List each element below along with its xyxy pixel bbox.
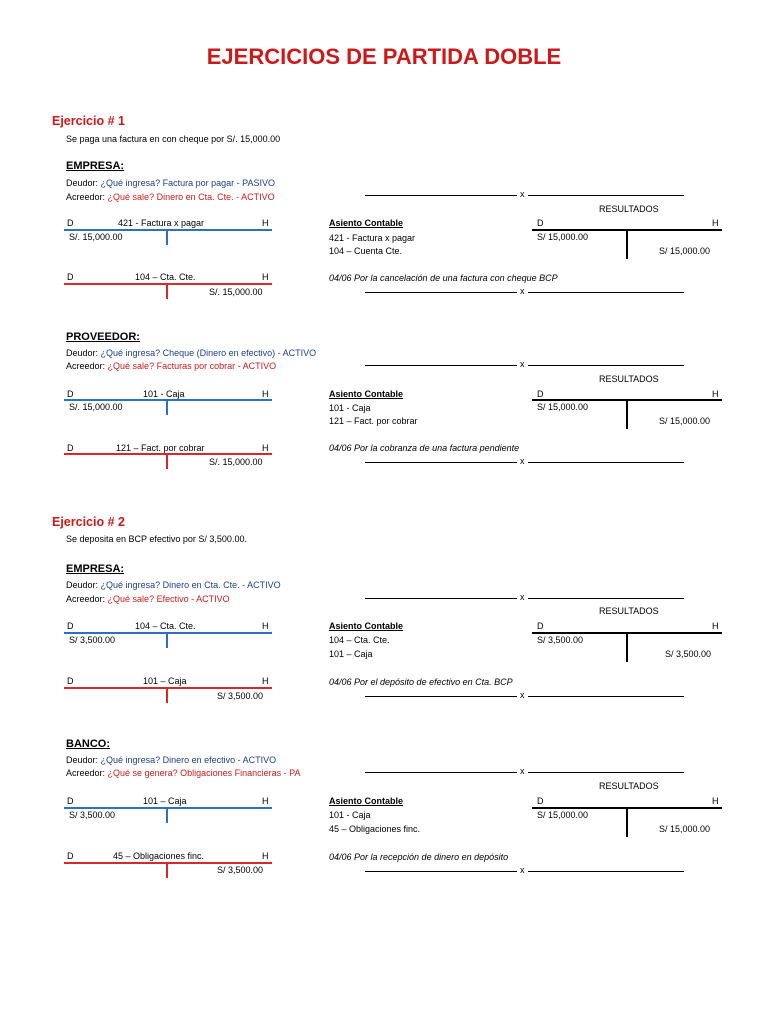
results-debit-label: D	[537, 796, 544, 806]
asiento-line: 104 – Cta. Cte.	[329, 635, 390, 645]
deudor-text: ¿Qué ingresa? Dinero en Cta. Cte. - ACTIVO	[100, 580, 281, 590]
section-heading: BANCO:	[66, 738, 110, 750]
t-account-divider	[166, 634, 168, 648]
t-account-title: 104 – Cta. Cte.	[135, 621, 196, 631]
exercise-heading: Ejercicio # 1	[52, 114, 125, 128]
acreedor-line	[66, 361, 276, 371]
t-account-divider	[166, 455, 168, 469]
acreedor-text: ¿Qué se genera? Obligaciones Financieras - PA	[107, 768, 301, 778]
asiento-note: 04/06 Por la recepción de dinero en depósito	[329, 852, 509, 862]
acreedor-label: Acreedor:	[66, 361, 106, 371]
resultados-heading: RESULTADOS	[599, 781, 659, 791]
results-debit-value: S/ 3,500.00	[537, 635, 584, 645]
t-account-bar	[64, 862, 272, 864]
results-debit-label: D	[537, 218, 544, 228]
asiento-line: 101 - Caja	[329, 403, 371, 413]
t-account-title: 45 – Obligaciones finc.	[113, 851, 205, 861]
t-account-title: 104 – Cta. Cte.	[135, 272, 196, 282]
results-credit-label: H	[712, 796, 719, 806]
t-account-bar	[64, 807, 272, 809]
t-account-credit-label: H	[262, 218, 269, 228]
t-account-title: 101 – Caja	[143, 676, 187, 686]
signature-line	[365, 365, 517, 366]
results-credit-label: H	[712, 218, 719, 228]
x-mark: x	[520, 359, 525, 369]
exercise-heading: Ejercicio # 2	[52, 515, 125, 529]
deudor-line	[66, 348, 316, 358]
results-divider	[626, 634, 628, 662]
t-account-bar	[64, 229, 272, 231]
t-account-divider	[166, 689, 168, 703]
deudor-label: Deudor:	[66, 580, 99, 590]
results-divider	[626, 401, 628, 429]
t-account-debit-label: D	[67, 218, 74, 228]
deudor-label: Deudor:	[66, 348, 99, 358]
asiento-note: 04/06 Por la cobranza de una factura pendiente	[329, 443, 520, 453]
signature-line	[365, 871, 517, 872]
results-debit-value: S/ 15,000.00	[537, 402, 589, 412]
t-account-divider	[166, 864, 168, 878]
acreedor-text: ¿Qué sale? Efectivo - ACTIVO	[107, 594, 230, 604]
exercise-description: Se deposita en BCP efectivo por S/ 3,500.00.	[66, 534, 247, 544]
t-account-credit-label: H	[262, 676, 269, 686]
x-mark: x	[520, 690, 525, 700]
t-account-bar	[64, 283, 272, 285]
t-account-debit-label: D	[67, 443, 74, 453]
t-account-bar	[64, 632, 272, 634]
acreedor-text: ¿Qué sale? Facturas por cobrar - ACTIVO	[107, 361, 277, 371]
t-account-debit-label: D	[67, 796, 74, 806]
signature-line	[528, 772, 684, 773]
asiento-line: 121 – Fact. por cobrar	[329, 416, 418, 426]
t-account-value: S/ 3,500.00	[217, 865, 264, 875]
deudor-text: ¿Qué ingresa? Cheque (Dinero en efectivo) - ACTIVO	[100, 348, 317, 358]
t-account-title: 101 - Caja	[143, 389, 185, 399]
exercise-description: Se paga una factura en con cheque por S/. 15,000.00	[66, 134, 281, 144]
asiento-heading: Asiento Contable	[329, 389, 404, 399]
signature-line	[528, 598, 684, 599]
results-debit-value: S/ 15,000.00	[537, 232, 589, 242]
resultados-heading: RESULTADOS	[599, 204, 659, 214]
asiento-line: 101 - Caja	[329, 810, 371, 820]
t-account-divider	[166, 401, 168, 415]
results-credit-label: H	[712, 621, 719, 631]
t-account-title: 121 – Fact. por cobrar	[116, 443, 205, 453]
results-debit-label: D	[537, 389, 544, 399]
t-account-debit-label: D	[67, 676, 74, 686]
resultados-heading: RESULTADOS	[599, 606, 659, 616]
t-account-debit-label: D	[67, 851, 74, 861]
signature-line	[365, 696, 517, 697]
acreedor-line	[66, 594, 230, 604]
asiento-note: 04/06 Por la cancelación de una factura con cheque BCP	[329, 273, 558, 283]
asiento-line: 101 – Caja	[329, 649, 373, 659]
t-account-credit-label: H	[262, 272, 269, 282]
t-account-credit-label: H	[262, 851, 269, 861]
t-account-divider	[166, 285, 168, 299]
results-credit-value: S/ 15,000.00	[659, 416, 711, 426]
results-credit-value: S/ 15,000.00	[659, 246, 711, 256]
section-heading: PROVEEDOR:	[66, 331, 140, 343]
t-account-debit-label: D	[67, 389, 74, 399]
x-mark: x	[520, 865, 525, 875]
t-account-debit-label: D	[67, 272, 74, 282]
t-account-credit-label: H	[262, 796, 269, 806]
section-heading: EMPRESA:	[66, 160, 125, 172]
results-credit-value: S/ 3,500.00	[665, 649, 712, 659]
t-account-credit-label: H	[262, 389, 269, 399]
t-account-value: S/. 15,000.00	[209, 287, 263, 297]
resultados-heading: RESULTADOS	[599, 374, 659, 384]
deudor-label: Deudor:	[66, 755, 99, 765]
x-mark: x	[520, 456, 525, 466]
acreedor-text: ¿Qué sale? Dinero en Cta. Cte. - ACTIVO	[107, 192, 275, 202]
results-debit-label: D	[537, 621, 544, 631]
signature-line	[528, 871, 684, 872]
signature-line	[365, 772, 517, 773]
signature-line	[365, 462, 517, 463]
deudor-label: Deudor:	[66, 178, 99, 188]
results-divider	[626, 231, 628, 259]
deudor-line	[66, 178, 275, 188]
t-account-credit-label: H	[262, 621, 269, 631]
asiento-line: 104 – Cuenta Cte.	[329, 246, 403, 256]
section-heading: EMPRESA:	[66, 563, 125, 575]
t-account-value: S/. 15,000.00	[69, 402, 123, 412]
results-credit-label: H	[712, 389, 719, 399]
x-mark: x	[520, 286, 525, 296]
t-account-title: 421 - Factura x pagar	[118, 218, 205, 228]
t-account-debit-label: D	[67, 621, 74, 631]
deudor-line	[66, 755, 276, 765]
t-account-bar	[64, 687, 272, 689]
asiento-line: 45 – Obligaciones finc.	[329, 824, 421, 834]
t-account-value: S/. 15,000.00	[209, 457, 263, 467]
acreedor-label: Acreedor:	[66, 594, 106, 604]
t-account-value: S/ 3,500.00	[69, 810, 116, 820]
acreedor-line	[66, 192, 275, 202]
t-account-credit-label: H	[262, 443, 269, 453]
t-account-value: S/ 3,500.00	[69, 635, 116, 645]
signature-line	[528, 195, 684, 196]
x-mark: x	[520, 766, 525, 776]
asiento-heading: Asiento Contable	[329, 621, 404, 631]
signature-line	[365, 598, 517, 599]
signature-line	[528, 462, 684, 463]
results-debit-value: S/ 15,000.00	[537, 810, 589, 820]
signature-line	[528, 365, 684, 366]
page-title: EJERCICIOS DE PARTIDA DOBLE	[206, 44, 562, 69]
deudor-text: ¿Qué ingresa? Factura por pagar - PASIVO	[100, 178, 275, 188]
deudor-line	[66, 580, 281, 590]
signature-line	[365, 195, 517, 196]
t-account-divider	[166, 809, 168, 823]
asiento-line: 421 - Factura x pagar	[329, 233, 416, 243]
t-account-bar	[64, 399, 272, 401]
t-account-title: 101 – Caja	[143, 796, 187, 806]
results-divider	[626, 809, 628, 837]
deudor-text: ¿Qué ingresa? Dinero en efectivo - ACTIVO	[100, 755, 277, 765]
acreedor-line	[66, 768, 328, 778]
asiento-heading: Asiento Contable	[329, 218, 404, 228]
x-mark: x	[520, 189, 525, 199]
results-credit-value: S/ 15,000.00	[659, 824, 711, 834]
t-account-value: S/ 3,500.00	[217, 691, 264, 701]
t-account-divider	[166, 231, 168, 245]
acreedor-label: Acreedor:	[66, 768, 106, 778]
acreedor-label: Acreedor:	[66, 192, 106, 202]
x-mark: x	[520, 592, 525, 602]
t-account-value: S/. 15,000.00	[69, 232, 123, 242]
t-account-bar	[64, 453, 272, 455]
signature-line	[528, 292, 684, 293]
asiento-heading: Asiento Contable	[329, 796, 404, 806]
signature-line	[528, 696, 684, 697]
signature-line	[365, 292, 517, 293]
asiento-note: 04/06 Por el depósito de efectivo en Cta. BCP	[329, 677, 513, 687]
